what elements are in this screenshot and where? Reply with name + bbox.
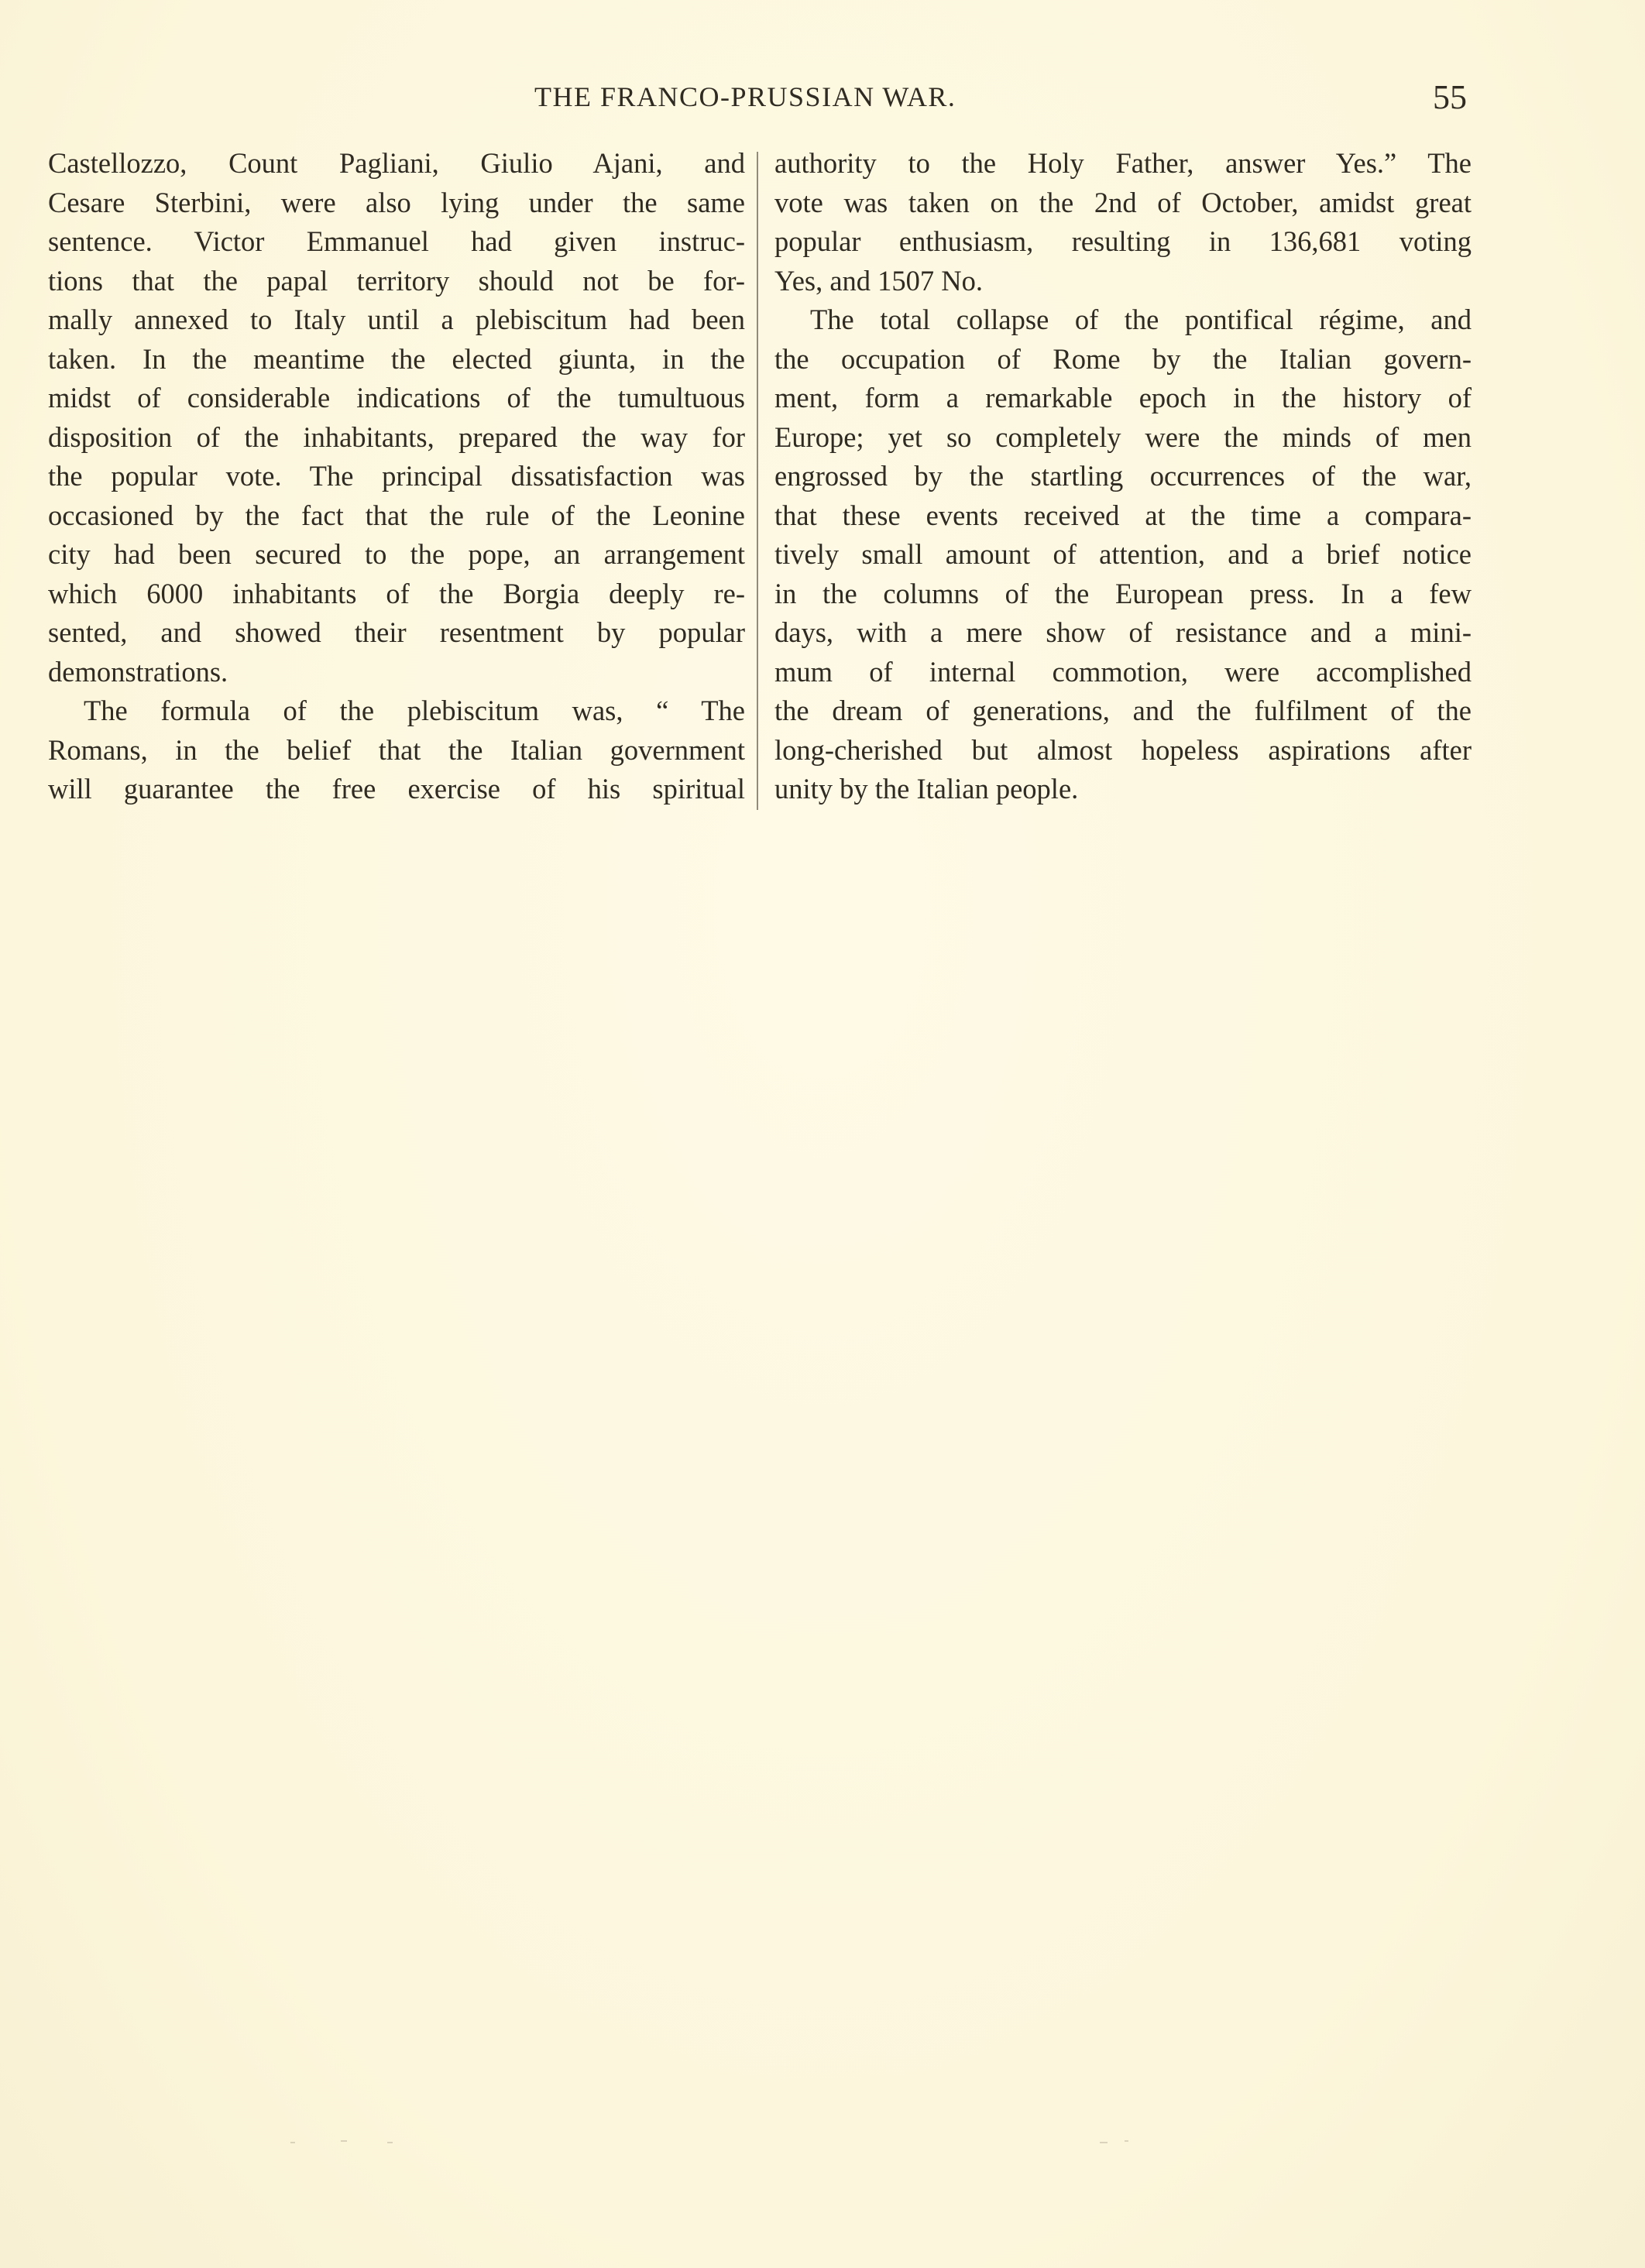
right-column: [774, 144, 1472, 809]
text-line: which 6000 inhabitants of the Borgia deeply re-: [48, 577, 745, 609]
text-line: The formula of the plebiscitum was, “ The: [84, 695, 745, 726]
text-line: engrossed by the startling occurrences of the war,: [774, 460, 1472, 492]
column-divider: [757, 152, 758, 810]
text-line: ment, form a remarkable epoch in the history of: [774, 382, 1472, 413]
text-line: taken. In the meantime the elected giunta, in the: [48, 342, 745, 375]
text-line: mum of internal commotion, were accomplished: [774, 655, 1472, 688]
text-line: The total collapse of the pontifical régime, and: [810, 304, 1472, 335]
text-line: tively small amount of attention, and a brief notice: [774, 538, 1472, 570]
text-line: Yes, and 1507 No.: [774, 264, 984, 297]
text-line: in the columns of the European press. In a few: [774, 577, 1472, 609]
text-line: long-cherished but almost hopeless aspirations after: [774, 733, 1472, 766]
paper-speck: [1125, 2140, 1128, 2142]
paper-speck: [387, 2142, 393, 2143]
text-line: the dream of generations, and the fulfilment of the: [774, 695, 1472, 726]
text-line: authority to the Holy Father, answer Yes.” The: [774, 147, 1472, 179]
text-line: midst of considerable indications of the tumultuous: [48, 382, 745, 413]
text-line: that these events received at the time a compara-: [774, 499, 1472, 531]
running-title: THE FRANCO-PRUSSIAN WAR.: [534, 81, 956, 112]
text-line: Europe; yet so completely were the minds of men: [774, 420, 1472, 453]
text-line: Romans, in the belief that the Italian government: [48, 733, 745, 766]
text-line: tions that the papal territory should not be for-: [48, 264, 745, 297]
running-head: [0, 78, 1645, 127]
text-line: city had been secured to the pope, an arrangement: [48, 538, 745, 570]
text-line: vote was taken on the 2nd of October, amidst great: [774, 186, 1472, 218]
text-line: disposition of the inhabitants, prepared the way for: [48, 420, 745, 453]
text-line: popular enthusiasm, resulting in 136,681 voting: [774, 225, 1472, 257]
text-line: unity by the Italian people.: [774, 773, 1079, 805]
paper-speck: [1100, 2142, 1108, 2143]
text-line: the popular vote. The principal dissatisfaction was: [48, 460, 745, 492]
paper-speck: [341, 2140, 347, 2142]
text-line: Castellozzo, Count Pagliani, Giulio Ajani, and: [48, 147, 745, 179]
text-line: sentence. Victor Emmanuel had given instruc-: [48, 225, 745, 257]
text-line: occasioned by the fact that the rule of the Leonine: [48, 499, 745, 531]
text-line: the occupation of Rome by the Italian govern-: [774, 342, 1472, 375]
text-line: sented, and showed their resentment by popular: [48, 616, 745, 648]
text-line: mally annexed to Italy until a plebiscitum had been: [48, 304, 745, 335]
text-line: demonstrations.: [48, 655, 228, 688]
left-column: [48, 144, 745, 809]
paper-speck: [290, 2142, 295, 2143]
page-number: 55: [1433, 78, 1467, 116]
text-line: days, with a mere show of resistance and a mini-: [774, 616, 1472, 648]
text-line: will guarantee the free exercise of his spiritual: [48, 773, 745, 805]
text-line: Cesare Sterbini, were also lying under the same: [48, 186, 745, 218]
